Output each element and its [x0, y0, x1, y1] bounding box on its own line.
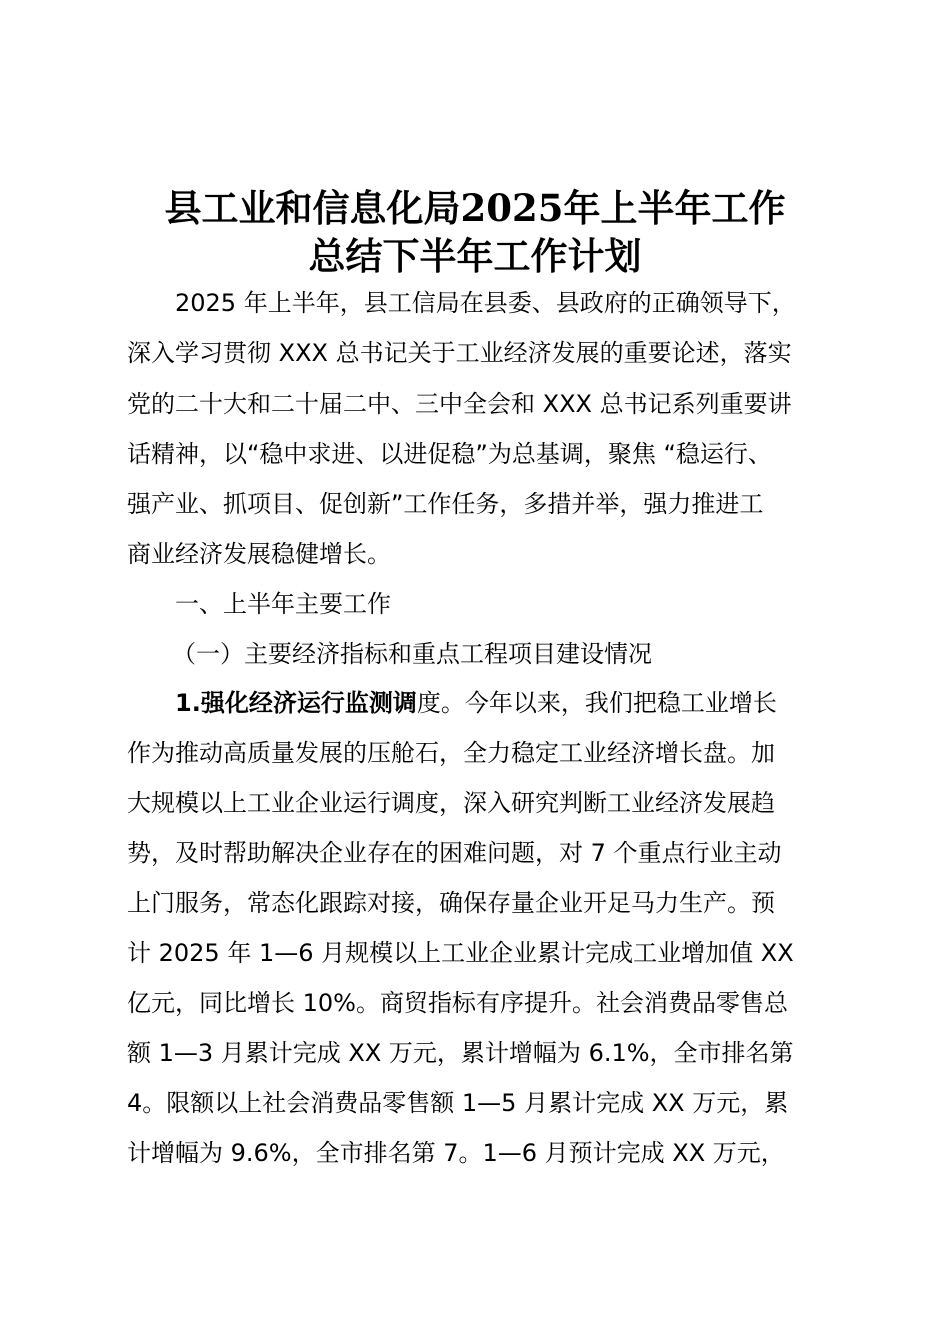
item1-bold-lead: 1.强化经济运行监测调	[175, 689, 417, 717]
intro-line-1: 2025 年上半年，县工信局在县委、县政府的正确领导下，	[175, 289, 796, 317]
item1-line-3: 势，及时帮助解决企业存在的困难问题，对 7 个重点行业主动	[127, 839, 782, 867]
item1-line-1: 作为推动高质量发展的压舱石，全力稳定工业经济增长盘。加	[127, 739, 775, 767]
item1-lead-rest: 度。今年以来，我们把稳工业增长	[416, 689, 777, 717]
intro-line-2: 深入学习贯彻 XXX 总书记关于工业经济发展的重要论述，落实	[127, 339, 792, 367]
intro-line-5: 强产业、抓项目、促创新”工作任务，多措并举，强力推进工	[127, 490, 764, 518]
item1-line-2: 大规模以上工业企业运行调度，深入研究判断工业经济发展趋	[127, 789, 775, 817]
item1-line-6: 亿元，同比增长 10%。商贸指标有序提升。社会消费品零售总	[127, 989, 788, 1017]
intro-line-4: 话精神，以“稳中求进、以进促稳”为总基调，聚焦 “稳运行、	[127, 440, 772, 468]
document-title-line-2: 总结下半年工作计划	[308, 234, 642, 278]
item1-line-7: 额 1—3 月累计完成 XX 万元，累计增幅为 6.1%，全市排名第	[127, 1039, 794, 1067]
document-title-line-1: 县工业和信息化局2025年上半年工作	[164, 186, 786, 230]
item1-lead-line	[175, 688, 777, 718]
intro-line-3: 党的二十大和二十届二中、三中全会和 XXX 总书记系列重要讲	[127, 390, 792, 418]
item1-line-8: 4。限额以上社会消费品零售额 1—5 月累计完成 XX 万元，累	[127, 1089, 789, 1117]
item1-line-4: 上门服务，常态化跟踪对接，确保存量企业开足马力生产。预	[127, 889, 775, 917]
item1-line-9: 计增幅为 9.6%，全市排名第 7。1—6 月预计完成 XX 万元，	[127, 1139, 785, 1167]
subsection-heading: （一）主要经济指标和重点工程项目建设情况	[172, 640, 652, 668]
section-heading: 一、上半年主要工作	[175, 590, 391, 618]
intro-line-6: 商业经济发展稳健增长。	[127, 540, 391, 568]
item1-line-5: 计 2025 年 1—6 月规模以上工业企业累计完成工业增加值 XX	[127, 939, 794, 967]
